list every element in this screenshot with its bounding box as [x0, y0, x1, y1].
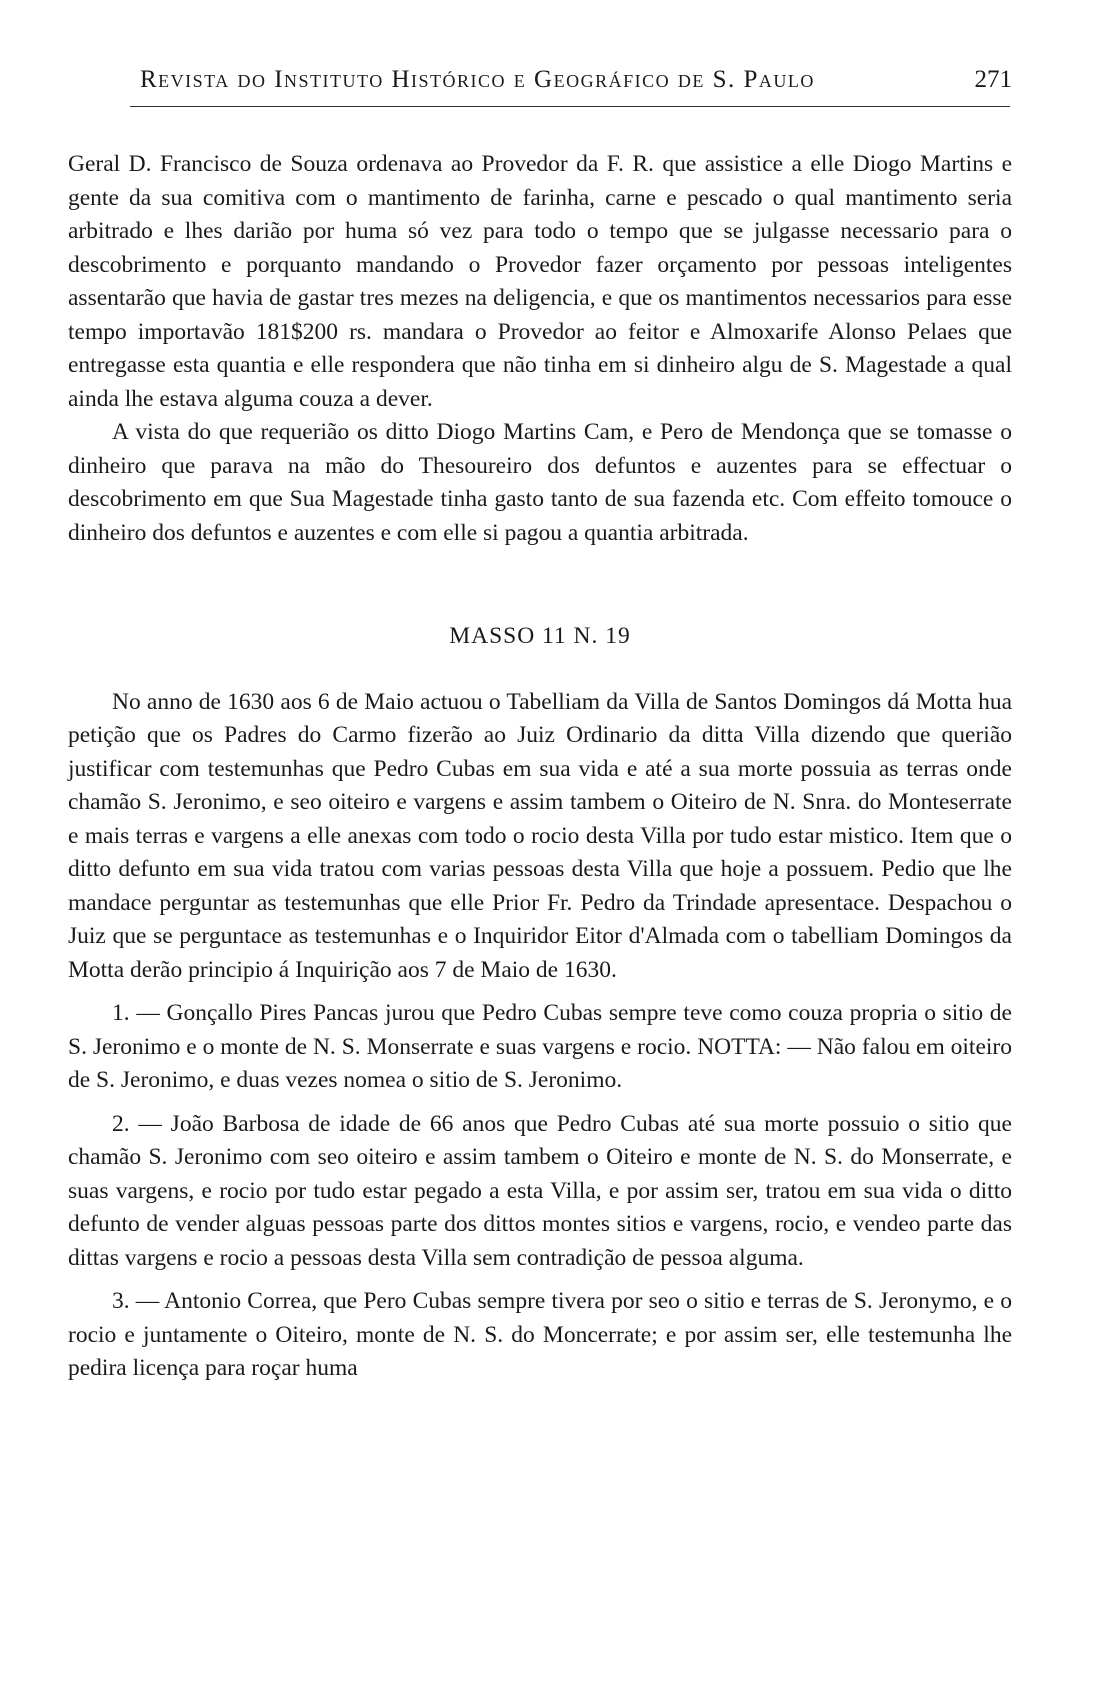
- spacer: [68, 1098, 1012, 1108]
- paragraph-2: A vista do que requerião os ditto Diogo Martins Cam, e Pero de Mendonça que se tomasse o dinheiro que parava na mão do Thesoureiro dos defuntos e auzentes para se effectuar o descobrimento em que Sua Magestade tinha gasto tanto de sua fazenda etc. Com effeito tomouce o dinheiro dos defuntos e auzentes e com elle si pagou a quantia arbitrada.: [68, 419, 1012, 546]
- spacer: [68, 987, 1012, 997]
- header-rule: [130, 106, 1010, 107]
- paragraph-3: No anno de 1630 aos 6 de Maio actuou o Tabelliam da Villa de Santos Domingos dá Motta hua petição que os Padres do Carmo fizerão ao Juiz Ordinario da ditta Villa dizendo que querião justificar com testemunhas que Pedro Cubas em sua vida e até a sua morte possuia as terras onde chamão S. Jeronimo, e seo oiteiro e vargens e assim tambem o Oiteiro de N. Snra. do Monteserrate e mais terras e vargens a elle anexas com todo o rocio desta Villa por tudo estar mistico. Item que o ditto defunto em sua vida tratou com varias pessoas desta Villa que hoje a possuem. Pedio que lhe mandace perguntar as testemunhas que elle Prior Fr. Pedro da Trindade apresentace. Despachou o Juiz que se perguntace as testemunhas e o Inquiridor Eitor d'Almada com o tabelliam Domingos da Motta derão principio á Inquirição aos 7 de Maio de 1630.: [68, 688, 1012, 983]
- testimony-1: 1. — Gonçallo Pires Pancas jurou que Pedro Cubas sempre teve como couza propria o sitio de S. Jeronimo e o monte de N. S. Monserrate e suas vargens e rocio. NOTTA: — Não falou em oiteiro de S. Jeronimo, e duas vezes nomea o sitio de S. Jeronimo.: [68, 1000, 1012, 1093]
- testimony-3: 3. — Antonio Correa, que Pero Cubas sempre tivera por seo o sitio e terras de S. Jeronymo, e o rocio e juntamente o Oiteiro, monte de N. S. do Moncerrate; e por assim ser, elle testemunha lhe pedira licença para roçar huma: [68, 1288, 1012, 1381]
- running-header: [140, 66, 1012, 94]
- spacer: [68, 1275, 1012, 1285]
- page-number: 271: [974, 66, 1012, 93]
- paragraph-1: Geral D. Francisco de Souza ordenava ao Provedor da F. R. que assistice a elle Diogo Martins e gente da sua comitiva com o mantimento de farinha, carne e pescado o qual mantimento seria arbitrado e lhes darião por huma só vez para todo o tempo que se julgasse necessario para o descobrimento e porquanto mandando o Provedor fazer orçamento por pessoas inteligentes assentarão que havia de gastar tres mezes na deligencia, e que os mantimentos necessarios para esse tempo importavão 181$200 rs. mandara o Provedor ao feitor e Almoxarife Alonso Pelaes que entregasse esta quantia e elle respondera que não tinha em si dinheiro algu de S. Magestade a qual ainda lhe estava alguma couza a dever.: [68, 151, 1012, 412]
- section-title: MASSO 11 N. 19: [449, 623, 631, 649]
- journal-title: Revista do Instituto Histórico e Geográfico de S. Paulo: [140, 66, 815, 93]
- testimony-2: 2. — João Barbosa de idade de 66 anos que Pedro Cubas até sua morte possuio o sitio que chamão S. Jeronimo com seo oiteiro e assim tambem o Oiteiro e monte de N. S. do Monserrate, e suas vargens, e rocio por tudo estar pegado a esta Villa, e por assim ser, tratou em sua vida o ditto defunto de vender alguas pessoas parte dos dittos montes sitios e vargens, rocio, e vendeo parte das dittas vargens e rocio a pessoas desta Villa sem contradição de pessoa alguma.: [68, 1110, 1012, 1271]
- body-text: [68, 148, 1012, 1386]
